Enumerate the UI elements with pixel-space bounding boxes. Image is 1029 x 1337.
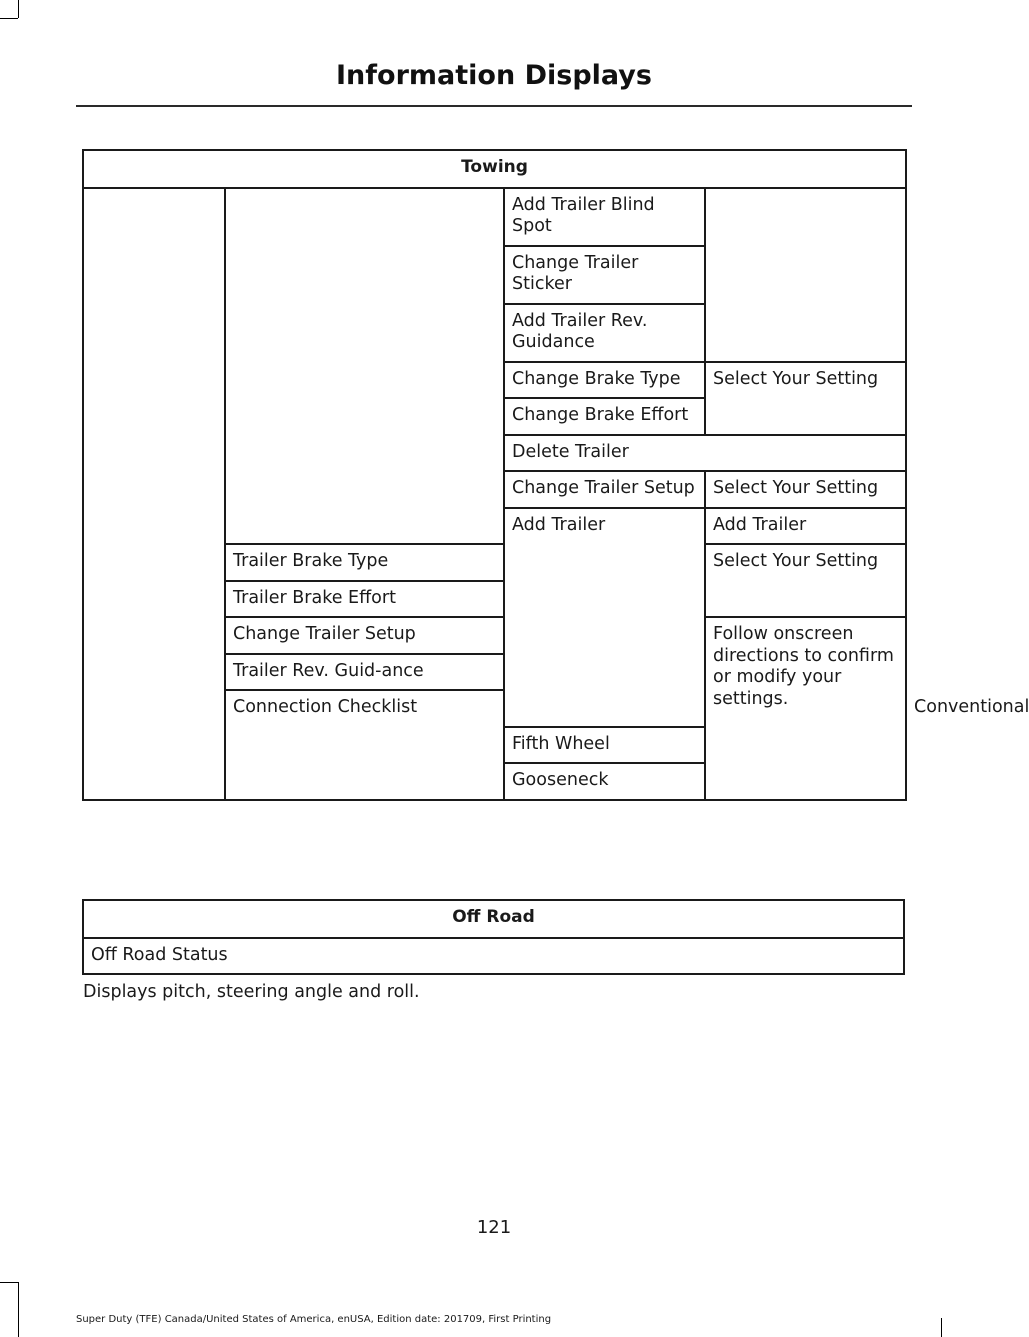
crop-mark bbox=[0, 18, 18, 19]
table-cell-empty bbox=[225, 188, 504, 545]
crop-mark bbox=[18, 1282, 19, 1337]
page-title: Information Displays bbox=[336, 60, 652, 91]
table-cell: Change Trailer Setup bbox=[504, 471, 705, 508]
crop-mark bbox=[941, 1318, 942, 1337]
table-cell: Select Your Setting bbox=[705, 471, 906, 508]
table-cell: Add Trailer Blind Spot bbox=[504, 188, 705, 246]
table-row bbox=[83, 188, 906, 246]
footer-text: Super Duty (TFE) Canada/United States of America, enUSA, Edition date: 201709, First Printing bbox=[76, 1314, 552, 1325]
page-number: 121 bbox=[476, 1217, 512, 1238]
towing-table bbox=[82, 149, 1029, 801]
table-cell: Add Trailer bbox=[705, 508, 906, 545]
table-cell: Off Road Status bbox=[83, 938, 904, 975]
table-cell: Select Your Setting bbox=[705, 544, 906, 617]
table-cell: Change Brake Type bbox=[504, 362, 705, 399]
table-cell: Add Trailer Rev. Guidance bbox=[504, 304, 705, 362]
table-row bbox=[83, 938, 904, 975]
table-cell: Change Trailer Sticker bbox=[504, 246, 705, 304]
table-cell: Follow onscreen directions to confirm or modify your settings. bbox=[705, 617, 906, 800]
table-cell: Change Trailer Setup bbox=[225, 617, 504, 654]
crop-mark bbox=[18, 0, 19, 18]
table-title: Towing bbox=[83, 150, 906, 188]
table-header-row bbox=[83, 900, 904, 938]
table-header-row bbox=[83, 150, 906, 188]
crop-mark bbox=[0, 1282, 18, 1283]
table-cell-empty bbox=[83, 188, 225, 800]
table-cell: Connection Checklist bbox=[225, 690, 504, 800]
offroad-table bbox=[82, 899, 905, 975]
table-cell: Select Your Setting bbox=[705, 362, 906, 435]
table-cell: Fifth Wheel bbox=[504, 727, 705, 764]
table-cell: Trailer Brake Effort bbox=[225, 581, 504, 618]
table-cell: Trailer Brake Type bbox=[225, 544, 504, 581]
table-cell: Trailer Rev. Guid-ance bbox=[225, 654, 504, 691]
table-cell: Change Brake Effort bbox=[504, 398, 705, 435]
table-cell: Gooseneck bbox=[504, 763, 705, 800]
table-title: Off Road bbox=[83, 900, 904, 938]
table-cell: Delete Trailer bbox=[504, 435, 906, 472]
table-cell: Add Trailer bbox=[504, 508, 705, 727]
table-cell-empty bbox=[705, 188, 906, 362]
body-text: Displays pitch, steering angle and roll. bbox=[83, 982, 420, 1002]
table-row: Connection Checklist Conventional bbox=[83, 690, 906, 727]
header-divider bbox=[76, 105, 912, 107]
